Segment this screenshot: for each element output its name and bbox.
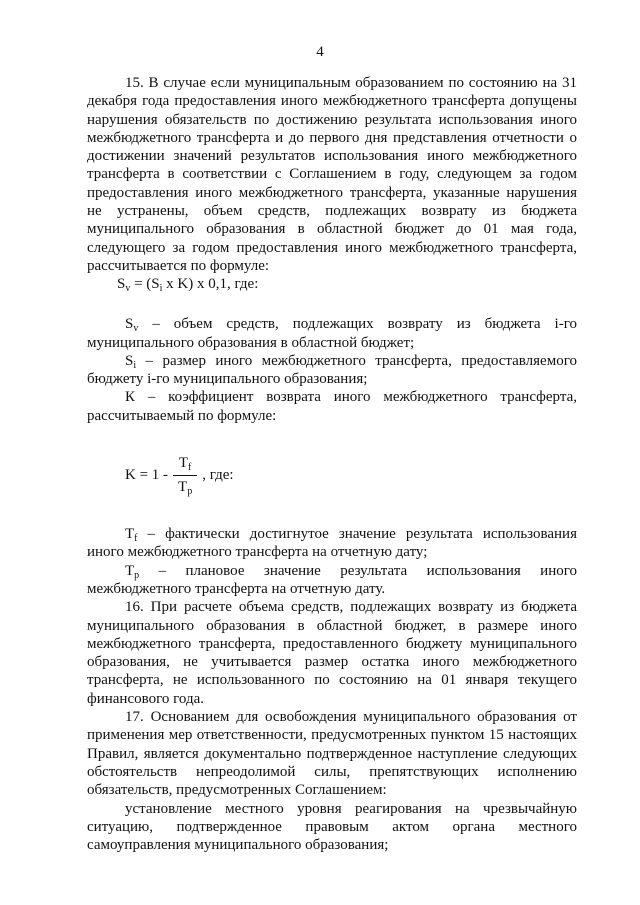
definition-sv: [87, 315, 577, 352]
definition-si-symbol: S: [125, 352, 134, 369]
formula-k-lhs: K = 1 -: [125, 466, 169, 483]
definition-tf-text: – фактически достигнутое значение результата использования иного межбюджетного трансферта на отчетную дату;: [87, 526, 577, 561]
numerator-symbol: T: [178, 455, 189, 472]
formula-sv-eq: = (S: [130, 276, 160, 293]
definition-tp-symbol: T: [125, 562, 135, 579]
formula-sv-si-sub: i: [159, 283, 163, 295]
definition-tp: [87, 562, 577, 599]
paragraph-17: 17. Основанием для освобождения муниципального образования от применения мер ответственности, предусмотренных пунктом 15 настоящих Правил, является документально подтвержденное наступление следующих обстоятельств непреодолимой силы, препятствующих исполнению обязательств, предусмотренных Соглашением:: [87, 709, 577, 799]
definition-sv-symbol: S: [125, 316, 134, 333]
formula-sv-rest: x K) x 0,1, где:: [162, 276, 259, 293]
formula-k-tail: , где:: [202, 466, 234, 483]
paragraph-16: 16. При расчете объема средств, подлежащих возврату из бюджета муниципального образования в областной бюджет, в размере иного межбюджетного трансферта, предоставленного бюджету муниципального образования, не учитывается размер остатка иного межбюджетного трансферта, не использованного по состоянию на 01 января текущего финансового года.: [87, 599, 577, 707]
definition-tp-text: – плановое значение результата использования иного межбюджетного трансферта на отчетную дату.: [87, 562, 577, 597]
formula-sv: [87, 275, 577, 293]
definition-tf-sub: f: [134, 533, 138, 545]
formula-k-fraction: [172, 454, 198, 496]
definition-sv-sub: v: [133, 323, 139, 335]
numerator-sub: f: [188, 462, 192, 474]
definition-k: К – коэффициент возврата иного межбюджетного трансферта, рассчитываемый по формуле:: [87, 389, 577, 424]
denominator-sub: p: [187, 485, 193, 497]
definition-tp-sub: p: [134, 569, 140, 581]
definition-tf: [87, 525, 577, 562]
formula-sv-lhs: S: [117, 276, 126, 293]
definition-si-text: – размер иного межбюджетного трансферта, предоставляемого бюджету i-го муниципального образования;: [87, 352, 577, 388]
formula-k-denominator: [172, 476, 198, 496]
definition-si-sub: i: [133, 359, 137, 371]
definition-si: [87, 352, 577, 389]
formula-sv-lhs-sub: v: [125, 283, 131, 295]
denominator-symbol: T: [178, 478, 188, 495]
definition-sv-text: – объем средств, подлежащих возврату из бюджета i-го муниципального образования в областной бюджет;: [87, 316, 577, 351]
formula-k-numerator: [173, 454, 198, 475]
document-body: [87, 74, 577, 854]
formula-k: [87, 447, 577, 503]
paragraph-15: 15. В случае если муниципальным образованием по состоянию на 31 декабря года предоставления иного межбюджетного трансферта допущены нарушения обязательств по достижению результата использования иного межбюджетного трансферта и до первого дня представления отчетности о достижении значений результатов использования иного межбюджетного трансферта в соответствии с Соглашением в году, следующем за годом предоставления иного межбюджетного трансферта, указанные нарушения не устранены, объем средств, подлежащих возврату из бюджета муниципального образования в областной бюджет до 01 мая года, следующего за годом предоставления иного межбюджетного трансферта, рассчитывается по формуле:: [87, 75, 577, 274]
definition-tf-symbol: T: [125, 526, 135, 543]
paragraph-17-item: установление местного уровня реагирования на чрезвычайную ситуацию, подтвержденное правовым актом органа местного самоуправления муниципального образования;: [87, 800, 577, 854]
page-number: 4: [316, 44, 324, 60]
